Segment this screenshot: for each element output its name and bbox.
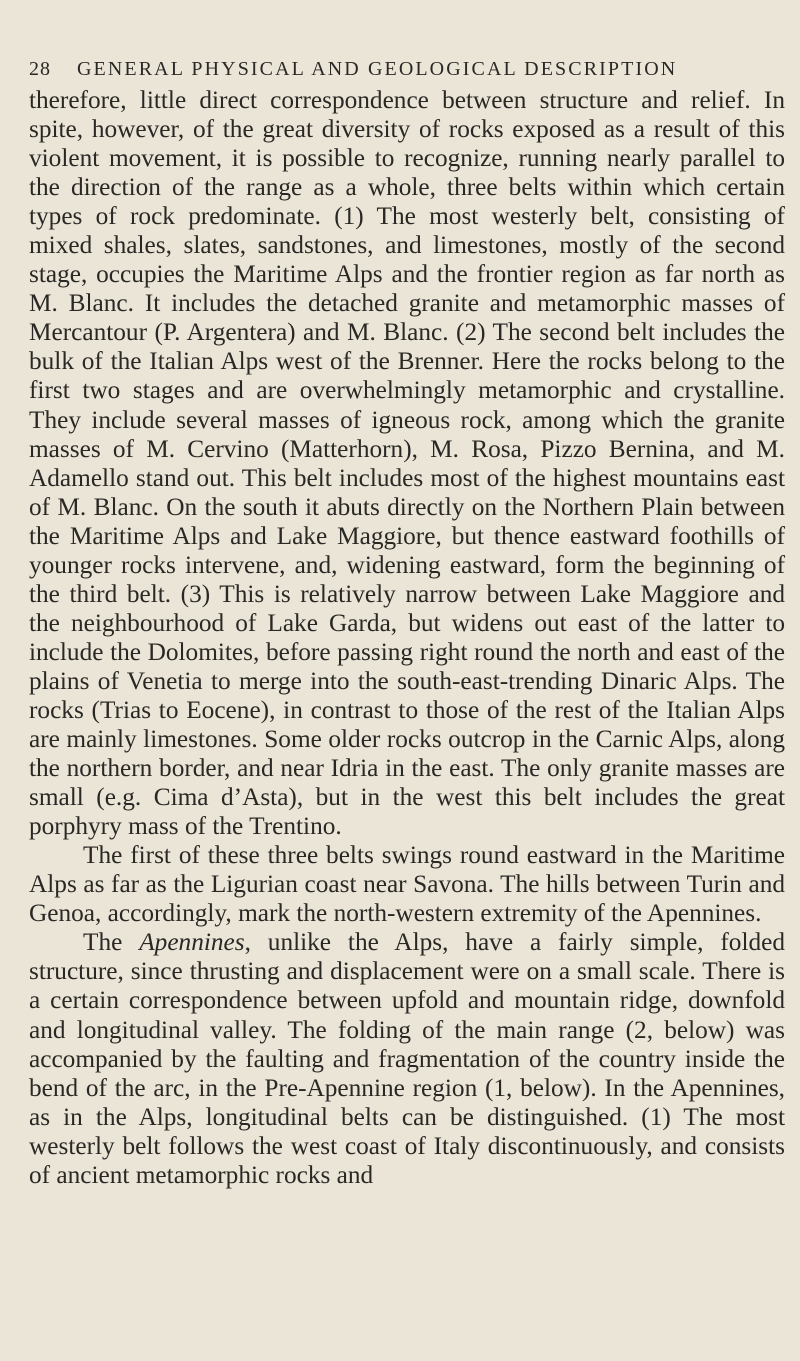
paragraph-apennines xyxy=(29,928,785,1189)
apennines-term: Apennines xyxy=(139,928,245,957)
paragraph-alpine-belts: therefore, little direct correspondence between structure and relief. In spite, however, of the great diversity of rocks exposed as a result of this violent movement, it is possible to recognize, running nearly parallel to the direction of the range as a whole, three belts within which certain types of rock predominate. (1) The most westerly belt, consisting of mixed shales, slates, sandstones, and limestones, mostly of the second stage, occupies the Maritime Alps and the frontier region as far north as M. Blanc. It includes the detached granite and metamorphic masses of Mercantour (P. Argentera) and M. Blanc. (2) The second belt includes the bulk of the Italian Alps west of the Brenner. Here the rocks belong to the first two stages and are overwhelmingly metamorphic and crystalline. They include several masses of igneous rock, among which the granite masses of M. Cervino (Matterhorn), M. Rosa, Pizzo Bernina, and M. Adamello stand out. This belt includes most of the highest mountains east of M. Blanc. On the south it abuts directly on the Northern Plain between the Maritime Alps and Lake Maggiore, but thence eastward foothills of younger rocks intervene, and, widening eastward, form the beginning of the third belt. (3) This is relatively narrow between Lake Maggiore and the neighbourhood of Lake Garda, but widens out east of the latter to include the Dolomites, before passing right round the north and east of the plains of Venetia to merge into the south-east-trending Dinaric Alps. The rocks (Trias to Eocene), in contrast to those of the rest of the Italian Alps are mainly limestones. Some older rocks outcrop in the Carnic Alps, along the northern border, and near Idria in the east. The only granite masses are small (e.g. Cima d’Asta), but in the west this belt includes the great porphyry mass of the Trentino. xyxy=(29,86,785,841)
paragraph-apennines-lead: The xyxy=(83,928,140,957)
paragraph-apennines-text: , unlike the Alps, have a fairly simple, folded structure, since thrusting and displacement were on a small scale. There is a certain correspondence between upfold and mountain ridge, downfold and longitudinal valley. The folding of the main range (2, below) was accompanied by the faulting and fragmentation of the country inside the bend of the arc, in the Pre-Apennine region (1, below). In the Apennines, as in the Alps, longitudinal belts can be distinguished. (1) The most westerly belt follows the west coast of Italy discontinuously, and consists of ancient metamorphic rocks and xyxy=(29,928,786,1189)
body-text xyxy=(29,86,785,1190)
page-number: 28 xyxy=(29,58,51,80)
running-head-title: GENERAL PHYSICAL AND GEOLOGICAL DESCRIPTION xyxy=(77,58,678,80)
paragraph-maritime-alps: The first of these three belts swings round eastward in the Maritime Alps as far as the Ligurian coast near Savona. The hills between Turin and Genoa, accordingly, mark the north-western extremity of the Apennines. xyxy=(29,841,785,928)
running-head xyxy=(29,58,789,81)
